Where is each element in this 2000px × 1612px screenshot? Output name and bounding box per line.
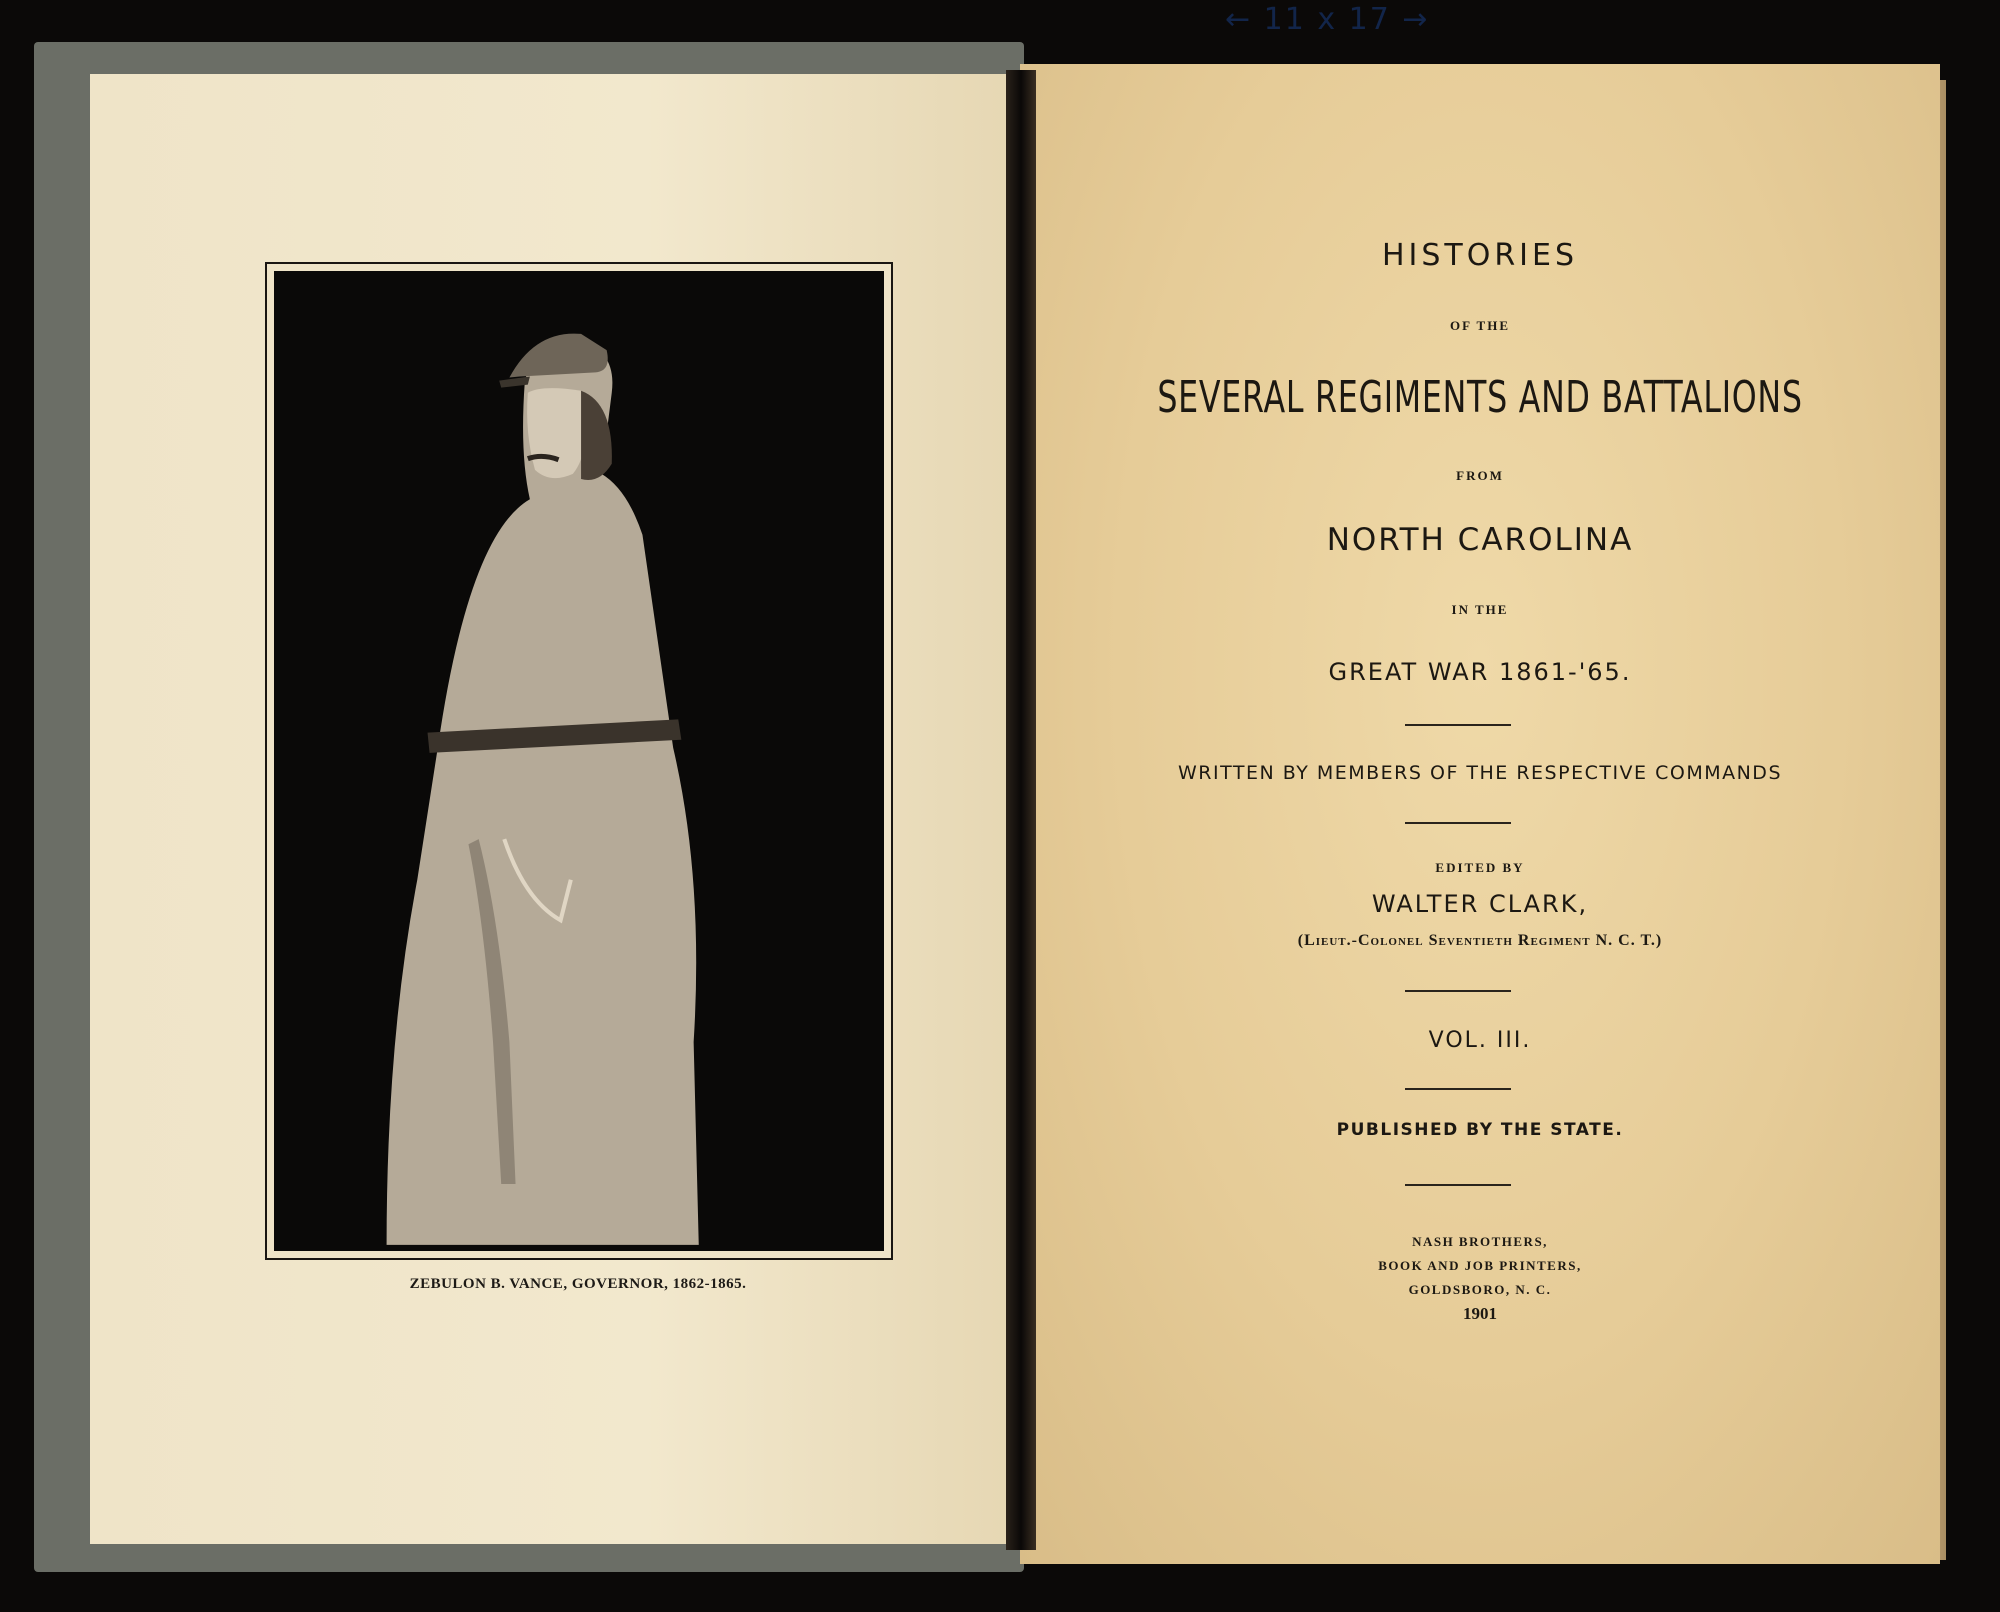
size-note: ← 11 x 17 → bbox=[1225, 2, 1430, 37]
in-the-line: IN THE bbox=[1451, 602, 1509, 617]
right-page bbox=[1020, 64, 1940, 1564]
portrait-caption: ZEBULON B. VANCE, GOVERNOR, 1862-1865. bbox=[409, 1276, 747, 1292]
divider-rule bbox=[1405, 1088, 1511, 1090]
book-gutter bbox=[1006, 70, 1036, 1550]
divider-rule bbox=[1405, 990, 1511, 992]
frontispiece-portrait bbox=[265, 262, 893, 1260]
year-line: 1901 bbox=[1463, 1304, 1497, 1323]
portrait-image bbox=[274, 271, 884, 1251]
written-by-line: WRITTEN BY MEMBERS OF THE RESPECTIVE COMMANDS bbox=[1177, 762, 1783, 784]
state-line: NORTH CAROLINA bbox=[1326, 522, 1634, 558]
editor-name: WALTER CLARK, bbox=[1371, 890, 1589, 918]
of-the-line: OF THE bbox=[1449, 318, 1511, 333]
divider-rule bbox=[1405, 1184, 1511, 1186]
from-line: FROM bbox=[1456, 468, 1504, 483]
printer-line: NASH BROTHERS, bbox=[1412, 1234, 1548, 1249]
subject-line: SEVERAL REGIMENTS AND BATTALIONS bbox=[1157, 372, 1803, 423]
title-histories: HISTORIES bbox=[1381, 238, 1579, 273]
printer-line: BOOK AND JOB PRINTERS, bbox=[1378, 1258, 1582, 1273]
editor-rank: (Lieut.-Colonel Seventieth Regiment N. C. T.) bbox=[1297, 932, 1663, 949]
volume-line: VOL. III. bbox=[1428, 1028, 1532, 1053]
divider-rule bbox=[1405, 724, 1511, 726]
portrait-figure-icon bbox=[274, 271, 884, 1251]
divider-rule bbox=[1405, 822, 1511, 824]
publisher-line: PUBLISHED BY THE STATE. bbox=[1336, 1120, 1624, 1140]
war-line: GREAT WAR 1861-'65. bbox=[1328, 658, 1632, 686]
edited-by-line: EDITED BY bbox=[1435, 860, 1525, 875]
printer-line: GOLDSBORO, N. C. bbox=[1408, 1282, 1552, 1297]
